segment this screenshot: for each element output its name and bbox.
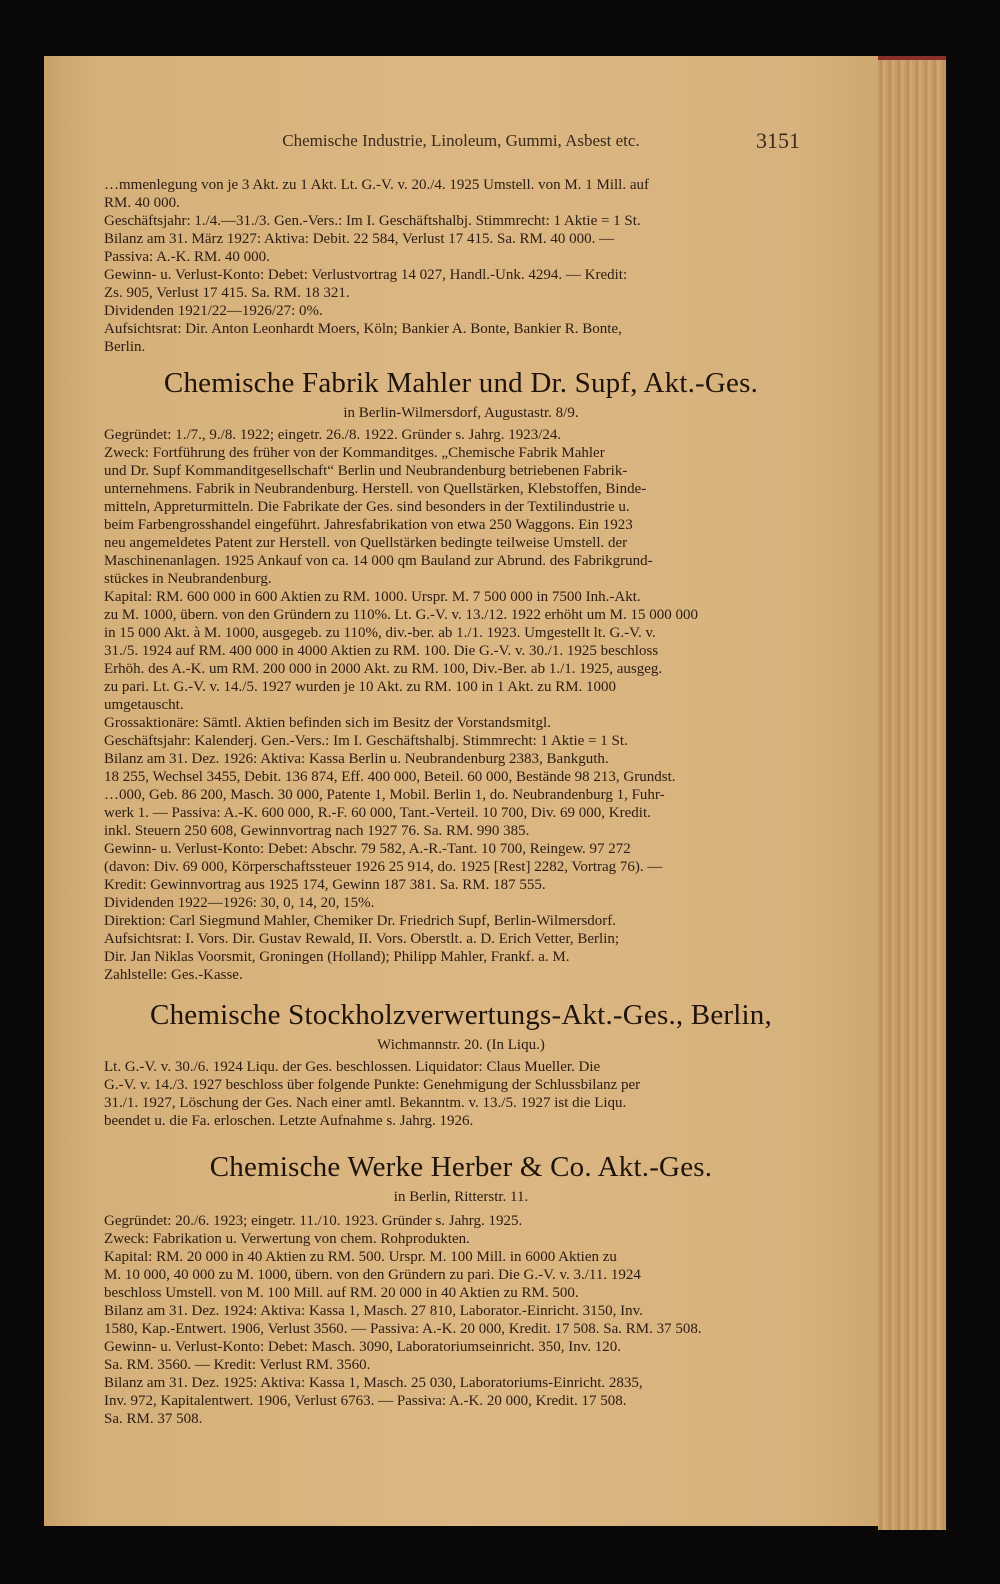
company-heading: Chemische Stockholzverwertungs-Akt.-Ges., Berlin,	[150, 999, 772, 1031]
text-line: und Dr. Supf Kommanditgesellschaft“ Berlin und Neubrandenburg betriebenen Fabrik-	[104, 463, 628, 479]
company-heading: Chemische Werke Herber & Co. Akt.-Ges.	[209, 1151, 713, 1183]
text-line: Bilanz am 31. Dez. 1925: Aktiva: Kassa 1, Masch. 25 030, Laboratoriums-Einricht. 2835,	[104, 1375, 643, 1391]
text-line: Dividenden 1921/22—1926/27: 0%.	[104, 303, 323, 319]
text-line: beendet u. die Fa. erloschen. Letzte Aufnahme s. Jahrg. 1926.	[104, 1113, 474, 1129]
text-line: Aufsichtsrat: Dir. Anton Leonhardt Moers, Köln; Bankier A. Bonte, Bankier R. Bonte,	[104, 321, 622, 337]
text-line: in 15 000 Akt. à M. 1000, ausgegeb. zu 110%, div.-ber. ab 1./1. 1923. Umgestellt lt. G.-V. v.	[104, 625, 656, 641]
text-line: werk 1. — Passiva: A.-K. 600 000, R.-F. 60 000, Tant.-Verteil. 10 700, Div. 69 000, Kredit.	[104, 805, 651, 821]
text-line: Zs. 905, Verlust 17 415. Sa. RM. 18 321.	[104, 285, 350, 301]
text-line: Kapital: RM. 600 000 in 600 Aktien zu RM. 1000. Urspr. M. 7 500 000 in 7500 Inh.-Akt.	[104, 589, 641, 605]
company-subheading: in Berlin-Wilmersdorf, Augustastr. 8/9.	[343, 405, 579, 421]
text-line: Kapital: RM. 20 000 in 40 Aktien zu RM. 500. Urspr. M. 100 Mill. in 6000 Aktien zu	[104, 1249, 617, 1265]
text-line: 31./1. 1927, Löschung der Ges. Nach einer amtl. Bekanntm. v. 13./5. 1927 ist die Liqu.	[104, 1095, 627, 1111]
running-title: Chemische Industrie, Linoleum, Gummi, Asbest etc.	[282, 131, 640, 150]
text-line: Aufsichtsrat: I. Vors. Dir. Gustav Rewald, II. Vors. Oberstlt. a. D. Erich Vetter, Berlin;	[104, 931, 620, 947]
text-line: 18 255, Wechsel 3455, Debit. 136 874, Eff. 400 000, Beteil. 60 000, Bestände 98 213, Grundst.	[104, 769, 676, 785]
text-line: Direktion: Carl Siegmund Mahler, Chemiker Dr. Friedrich Supf, Berlin-Wilmersdorf.	[104, 913, 617, 929]
text-line: inkl. Steuern 250 608, Gewinnvortrag nach 1927 76. Sa. RM. 990 385.	[104, 823, 530, 839]
text-line: Maschinenanlagen. 1925 Ankauf von ca. 14 000 qm Bauland zur Abrund. des Fabrikgrund-	[104, 553, 653, 569]
text-line: Zweck: Fabrikation u. Verwertung von chem. Rohprodukten.	[104, 1231, 470, 1247]
text-line: mitteln, Appreturmitteln. Die Fabrikate der Ges. sind besonders in der Textilindustrie u.	[104, 499, 630, 515]
text-line: unternehmens. Fabrik in Neubrandenburg. Herstell. von Quellstärken, Klebstoffen, Binde-	[104, 481, 647, 497]
text-line: Berlin.	[104, 339, 146, 355]
text-line: zu M. 1000, übern. von den Gründern zu 110%. Lt. G.-V. v. 13./12. 1922 erhöht um M. 15 000 000	[104, 607, 698, 623]
text-line: RM. 40 000.	[104, 195, 180, 211]
text-line: M. 10 000, 40 000 zu M. 1000, übern. von den Gründern zu pari. Die G.-V. v. 3./11. 1924	[104, 1267, 641, 1283]
text-line: beim Farbengrosshandel eingeführt. Jahresfabrikation von etwa 250 Waggons. Ein 1923	[104, 517, 633, 533]
text-line: Gewinn- u. Verlust-Konto: Debet: Verlustvortrag 14 027, Handl.-Unk. 4294. — Kredit:	[104, 267, 628, 283]
text-line: zu pari. Lt. G.-V. v. 14./5. 1927 wurden je 10 Akt. zu RM. 100 in 1 Akt. zu RM. 1000	[104, 679, 617, 695]
text-line: 1580, Kap.-Entwert. 1906, Verlust 3560. — Passiva: A.-K. 20 000, Kredit. 17 508. Sa. RM. 37 508.	[104, 1321, 702, 1337]
text-line: Sa. RM. 37 508.	[104, 1411, 203, 1427]
text-line: Erhöh. des A.-K. um RM. 200 000 in 2000 Akt. zu RM. 100, Div.-Ber. ab 1./1. 1925, ausgeg.	[104, 661, 663, 677]
text-line: Grossaktionäre: Sämtl. Aktien befinden sich im Besitz der Vorstandsmitgl.	[104, 715, 551, 731]
text-line: …mmenlegung von je 3 Akt. zu 1 Akt. Lt. G.-V. v. 20./4. 1925 Umstell. von M. 1 Mill. auf	[104, 177, 649, 193]
text-line: 31./5. 1924 auf RM. 400 000 in 4000 Aktien zu RM. 100. Die G.-V. v. 30./1. 1925 beschloss	[104, 643, 659, 659]
text-line: Gewinn- u. Verlust-Konto: Debet: Abschr. 79 582, A.-R.-Tant. 10 700, Reingew. 97 272	[104, 841, 631, 857]
text-line: stückes in Neubrandenburg.	[104, 571, 272, 587]
text-line: Gewinn- u. Verlust-Konto: Debet: Masch. 3090, Laboratoriumseinricht. 350, Inv. 120.	[104, 1339, 621, 1355]
text-line: Gegründet: 1./7., 9./8. 1922; eingetr. 26./8. 1922. Gründer s. Jahrg. 1923/24.	[104, 427, 562, 443]
text-line: Sa. RM. 3560. — Kredit: Verlust RM. 3560.	[104, 1357, 371, 1373]
text-line: Dividenden 1922—1926: 30, 0, 14, 20, 15%.	[104, 895, 375, 911]
text-line: Bilanz am 31. Dez. 1926: Aktiva: Kassa Berlin u. Neubrandenburg 2383, Bankguth.	[104, 751, 609, 767]
text-line: Bilanz am 31. Dez. 1924: Aktiva: Kassa 1, Masch. 27 810, Laborator.-Einricht. 3150, Inv.	[104, 1303, 643, 1319]
text-line: Geschäftsjahr: 1./4.—31./3. Gen.-Vers.: Im I. Geschäftshalbj. Stimmrecht: 1 Aktie = 1 St.	[104, 213, 641, 229]
text-line: Zahlstelle: Ges.-Kasse.	[104, 967, 243, 983]
company-subheading: Wichmannstr. 20. (In Liqu.)	[377, 1037, 545, 1053]
text-line: Kredit: Gewinnvortrag aus 1925 174, Gewinn 187 381. Sa. RM. 187 555.	[104, 877, 546, 893]
text-line: Gegründet: 20./6. 1923; eingetr. 11./10. 1923. Gründer s. Jahrg. 1925.	[104, 1213, 523, 1229]
scanned-page	[44, 56, 878, 1526]
text-line: beschloss Umstell. von M. 100 Mill. auf RM. 20 000 in 40 Aktien zu RM. 500.	[104, 1285, 579, 1301]
text-line: neu angemeldetes Patent zur Herstell. von Quellstärken bedingte teilweise Umstell. der	[104, 535, 628, 551]
page-number: 3151	[756, 128, 800, 153]
text-line: umgetauscht.	[104, 697, 184, 713]
text-line: Dir. Jan Niklas Voorsmit, Groningen (Holland); Philipp Mahler, Frankf. a. M.	[104, 949, 570, 965]
text-line: Lt. G.-V. v. 30./6. 1924 Liqu. der Ges. beschlossen. Liquidator: Claus Mueller. Die	[104, 1059, 601, 1075]
text-line: Bilanz am 31. März 1927: Aktiva: Debit. 22 584, Verlust 17 415. Sa. RM. 40 000. —	[104, 231, 615, 247]
text-line: Inv. 972, Kapitalentwert. 1906, Verlust 6763. — Passiva: A.-K. 20 000, Kredit. 17 508.	[104, 1393, 627, 1409]
text-line: Passiva: A.-K. RM. 40 000.	[104, 249, 270, 265]
company-heading: Chemische Fabrik Mahler und Dr. Supf, Akt.-Ges.	[163, 367, 759, 399]
text-line: Geschäftsjahr: Kalenderj. Gen.-Vers.: Im I. Geschäftshalbj. Stimmrecht: 1 Aktie = 1 St.	[104, 733, 628, 749]
text-line: Zweck: Fortführung des früher von der Kommanditges. „Chemische Fabrik Mahler	[104, 445, 605, 461]
company-subheading: in Berlin, Ritterstr. 11.	[393, 1189, 529, 1205]
text-line: G.-V. v. 14./3. 1927 beschloss über folgende Punkte: Genehmigung der Schlussbilanz per	[104, 1077, 641, 1093]
text-line: (davon: Div. 69 000, Körperschaftssteuer 1926 25 914, do. 1925 [Rest] 2282, Vortrag 76). —	[104, 859, 663, 875]
text-line: …000, Geb. 86 200, Masch. 30 000, Patente 1, Mobil. Berlin 1, do. Neubrandenburg 1, Fuhr-	[104, 787, 665, 803]
page-edge-stack	[878, 60, 946, 1530]
